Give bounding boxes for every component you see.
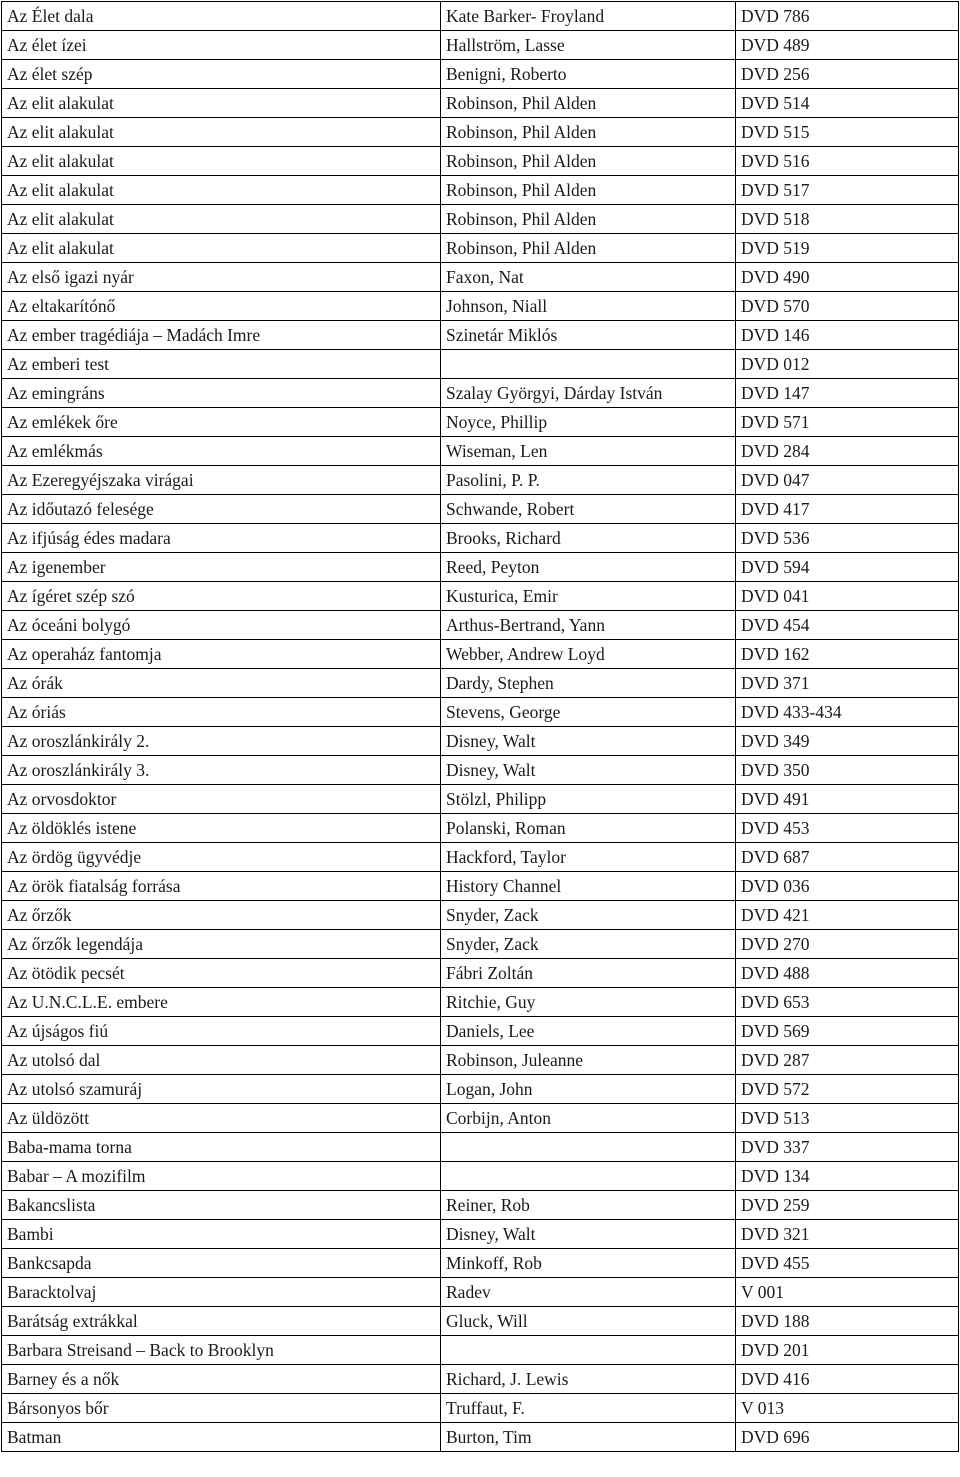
table-row [2, 89, 959, 118]
director-cell: Brooks, Richard [441, 524, 736, 553]
dvd-code-cell: DVD 337 [736, 1133, 959, 1162]
film-title-cell: Az élet ízei [2, 31, 441, 60]
film-title-cell: Az ifjúság édes madara [2, 524, 441, 553]
film-title-cell: Bársonyos bőr [2, 1394, 441, 1423]
table-row [2, 1423, 959, 1452]
dvd-code-cell: DVD 201 [736, 1336, 959, 1365]
dvd-code-cell: DVD 653 [736, 988, 959, 1017]
dvd-code-cell: DVD 371 [736, 669, 959, 698]
dvd-code-cell: DVD 786 [736, 2, 959, 31]
dvd-code-cell: DVD 012 [736, 350, 959, 379]
director-cell: Radev [441, 1278, 736, 1307]
director-cell: Snyder, Zack [441, 930, 736, 959]
director-cell: Benigni, Roberto [441, 60, 736, 89]
table-row [2, 930, 959, 959]
dvd-code-cell: DVD 569 [736, 1017, 959, 1046]
director-cell [441, 350, 736, 379]
table-row [2, 756, 959, 785]
film-title-cell: Az ördög ügyvédje [2, 843, 441, 872]
dvd-code-cell: DVD 147 [736, 379, 959, 408]
table-row [2, 640, 959, 669]
table-row [2, 234, 959, 263]
director-cell: Robinson, Juleanne [441, 1046, 736, 1075]
film-title-cell: Batman [2, 1423, 441, 1452]
film-title-cell: Az utolsó dal [2, 1046, 441, 1075]
table-row [2, 698, 959, 727]
table-row [2, 1046, 959, 1075]
film-title-cell: Babar – A mozifilm [2, 1162, 441, 1191]
dvd-code-cell: DVD 455 [736, 1249, 959, 1278]
film-title-cell: Az igenember [2, 553, 441, 582]
director-cell: Wiseman, Len [441, 437, 736, 466]
director-cell: Gluck, Will [441, 1307, 736, 1336]
dvd-code-cell: DVD 594 [736, 553, 959, 582]
dvd-code-cell: DVD 259 [736, 1191, 959, 1220]
table-row [2, 118, 959, 147]
table-row [2, 843, 959, 872]
dvd-code-cell: V 001 [736, 1278, 959, 1307]
film-title-cell: Az emlékmás [2, 437, 441, 466]
director-cell: Johnson, Niall [441, 292, 736, 321]
table-row [2, 959, 959, 988]
film-title-cell: Az operaház fantomja [2, 640, 441, 669]
table-row [2, 350, 959, 379]
dvd-code-cell: DVD 162 [736, 640, 959, 669]
film-title-cell: Az őrzők legendája [2, 930, 441, 959]
film-title-cell: Bakancslista [2, 1191, 441, 1220]
director-cell: Truffaut, F. [441, 1394, 736, 1423]
director-cell: Hallström, Lasse [441, 31, 736, 60]
film-title-cell: Az óriás [2, 698, 441, 727]
film-title-cell: Az Ezeregyéjszaka virágai [2, 466, 441, 495]
director-cell: Robinson, Phil Alden [441, 234, 736, 263]
dvd-catalog-table [1, 1, 959, 1452]
dvd-code-cell: DVD 270 [736, 930, 959, 959]
director-cell: Robinson, Phil Alden [441, 176, 736, 205]
dvd-code-cell: DVD 571 [736, 408, 959, 437]
table-row [2, 901, 959, 930]
table-row [2, 495, 959, 524]
table-row [2, 2, 959, 31]
director-cell: Szalay Györgyi, Dárday István [441, 379, 736, 408]
director-cell [441, 1336, 736, 1365]
dvd-code-cell: DVD 349 [736, 727, 959, 756]
table-row [2, 1162, 959, 1191]
dvd-code-cell: DVD 490 [736, 263, 959, 292]
dvd-code-cell: DVD 519 [736, 234, 959, 263]
film-title-cell: Bankcsapda [2, 1249, 441, 1278]
table-row [2, 988, 959, 1017]
dvd-code-cell: DVD 146 [736, 321, 959, 350]
dvd-code-cell: DVD 417 [736, 495, 959, 524]
director-cell: Disney, Walt [441, 727, 736, 756]
table-row [2, 408, 959, 437]
film-title-cell: Az elit alakulat [2, 234, 441, 263]
director-cell: Robinson, Phil Alden [441, 89, 736, 118]
table-row [2, 1249, 959, 1278]
director-cell: Logan, John [441, 1075, 736, 1104]
film-title-cell: Az ígéret szép szó [2, 582, 441, 611]
dvd-code-cell: DVD 350 [736, 756, 959, 785]
catalog-body [2, 2, 959, 1452]
director-cell: Arthus-Bertrand, Yann [441, 611, 736, 640]
director-cell: Richard, J. Lewis [441, 1365, 736, 1394]
table-row [2, 1278, 959, 1307]
film-title-cell: Az oroszlánkirály 2. [2, 727, 441, 756]
dvd-code-cell: DVD 572 [736, 1075, 959, 1104]
film-title-cell: Az ötödik pecsét [2, 959, 441, 988]
film-title-cell: Az elit alakulat [2, 176, 441, 205]
film-title-cell: Az órák [2, 669, 441, 698]
dvd-code-cell: DVD 696 [736, 1423, 959, 1452]
film-title-cell: Az élet szép [2, 60, 441, 89]
director-cell: Schwande, Robert [441, 495, 736, 524]
director-cell: Daniels, Lee [441, 1017, 736, 1046]
dvd-code-cell: DVD 188 [736, 1307, 959, 1336]
table-row [2, 263, 959, 292]
dvd-code-cell: DVD 453 [736, 814, 959, 843]
director-cell: Reed, Peyton [441, 553, 736, 582]
table-row [2, 1075, 959, 1104]
film-title-cell: Az orvosdoktor [2, 785, 441, 814]
film-title-cell: Barbara Streisand – Back to Brooklyn [2, 1336, 441, 1365]
film-title-cell: Az öldöklés istene [2, 814, 441, 843]
film-title-cell: Az elit alakulat [2, 205, 441, 234]
film-title-cell: Az óceáni bolygó [2, 611, 441, 640]
film-title-cell: Az oroszlánkirály 3. [2, 756, 441, 785]
dvd-code-cell: DVD 047 [736, 466, 959, 495]
dvd-code-cell: DVD 488 [736, 959, 959, 988]
director-cell: Ritchie, Guy [441, 988, 736, 1017]
table-row [2, 1104, 959, 1133]
table-row [2, 466, 959, 495]
film-title-cell: Bambi [2, 1220, 441, 1249]
director-cell: Robinson, Phil Alden [441, 147, 736, 176]
film-title-cell: Az időutazó felesége [2, 495, 441, 524]
film-title-cell: Az üldözött [2, 1104, 441, 1133]
table-row [2, 31, 959, 60]
table-row [2, 1017, 959, 1046]
dvd-code-cell: DVD 041 [736, 582, 959, 611]
dvd-code-cell: DVD 036 [736, 872, 959, 901]
director-cell: Fábri Zoltán [441, 959, 736, 988]
dvd-code-cell: DVD 287 [736, 1046, 959, 1075]
dvd-code-cell: DVD 518 [736, 205, 959, 234]
table-row [2, 727, 959, 756]
director-cell: Faxon, Nat [441, 263, 736, 292]
director-cell: Dardy, Stephen [441, 669, 736, 698]
table-row [2, 582, 959, 611]
director-cell: Szinetár Miklós [441, 321, 736, 350]
director-cell [441, 1133, 736, 1162]
table-row [2, 321, 959, 350]
table-row [2, 1133, 959, 1162]
film-title-cell: Az U.N.C.L.E. embere [2, 988, 441, 1017]
table-row [2, 379, 959, 408]
table-row [2, 1336, 959, 1365]
table-row [2, 1394, 959, 1423]
dvd-code-cell: DVD 321 [736, 1220, 959, 1249]
director-cell: Robinson, Phil Alden [441, 205, 736, 234]
table-row [2, 147, 959, 176]
table-row [2, 872, 959, 901]
film-title-cell: Barátság extrákkal [2, 1307, 441, 1336]
director-cell: Disney, Walt [441, 1220, 736, 1249]
table-row [2, 292, 959, 321]
dvd-code-cell: DVD 516 [736, 147, 959, 176]
dvd-code-cell: DVD 416 [736, 1365, 959, 1394]
table-row [2, 553, 959, 582]
director-cell: Kusturica, Emir [441, 582, 736, 611]
dvd-code-cell: DVD 513 [736, 1104, 959, 1133]
table-row [2, 669, 959, 698]
dvd-code-cell: DVD 491 [736, 785, 959, 814]
director-cell: Corbijn, Anton [441, 1104, 736, 1133]
director-cell: Noyce, Phillip [441, 408, 736, 437]
film-title-cell: Az Élet dala [2, 2, 441, 31]
table-row [2, 1307, 959, 1336]
film-title-cell: Az ember tragédiája – Madách Imre [2, 321, 441, 350]
dvd-code-cell: DVD 515 [736, 118, 959, 147]
dvd-code-cell: DVD 421 [736, 901, 959, 930]
table-row [2, 176, 959, 205]
film-title-cell: Az emingráns [2, 379, 441, 408]
director-cell: Burton, Tim [441, 1423, 736, 1452]
director-cell: Kate Barker- Froyland [441, 2, 736, 31]
director-cell: Disney, Walt [441, 756, 736, 785]
director-cell: Reiner, Rob [441, 1191, 736, 1220]
dvd-code-cell: V 013 [736, 1394, 959, 1423]
table-row [2, 1220, 959, 1249]
film-title-cell: Az eltakarítónő [2, 292, 441, 321]
film-title-cell: Az őrzők [2, 901, 441, 930]
film-title-cell: Barney és a nők [2, 1365, 441, 1394]
table-row [2, 785, 959, 814]
film-title-cell: Az örök fiatalság forrása [2, 872, 441, 901]
director-cell: Pasolini, P. P. [441, 466, 736, 495]
film-title-cell: Az első igazi nyár [2, 263, 441, 292]
table-row [2, 437, 959, 466]
dvd-code-cell: DVD 489 [736, 31, 959, 60]
dvd-code-cell: DVD 256 [736, 60, 959, 89]
film-title-cell: Az elit alakulat [2, 89, 441, 118]
table-row [2, 524, 959, 553]
dvd-code-cell: DVD 687 [736, 843, 959, 872]
director-cell: Robinson, Phil Alden [441, 118, 736, 147]
director-cell: Snyder, Zack [441, 901, 736, 930]
film-title-cell: Baracktolvaj [2, 1278, 441, 1307]
director-cell: History Channel [441, 872, 736, 901]
film-title-cell: Az emlékek őre [2, 408, 441, 437]
film-title-cell: Az emberi test [2, 350, 441, 379]
director-cell: Webber, Andrew Loyd [441, 640, 736, 669]
dvd-code-cell: DVD 134 [736, 1162, 959, 1191]
dvd-code-cell: DVD 536 [736, 524, 959, 553]
film-title-cell: Az elit alakulat [2, 147, 441, 176]
dvd-code-cell: DVD 514 [736, 89, 959, 118]
film-title-cell: Baba-mama torna [2, 1133, 441, 1162]
table-row [2, 60, 959, 89]
film-title-cell: Az utolsó szamuráj [2, 1075, 441, 1104]
director-cell: Stevens, George [441, 698, 736, 727]
dvd-code-cell: DVD 570 [736, 292, 959, 321]
table-row [2, 205, 959, 234]
director-cell: Hackford, Taylor [441, 843, 736, 872]
director-cell [441, 1162, 736, 1191]
table-row [2, 1365, 959, 1394]
dvd-code-cell: DVD 284 [736, 437, 959, 466]
director-cell: Stölzl, Philipp [441, 785, 736, 814]
film-title-cell: Az újságos fiú [2, 1017, 441, 1046]
table-row [2, 814, 959, 843]
film-title-cell: Az elit alakulat [2, 118, 441, 147]
table-row [2, 611, 959, 640]
director-cell: Minkoff, Rob [441, 1249, 736, 1278]
director-cell: Polanski, Roman [441, 814, 736, 843]
dvd-code-cell: DVD 433-434 [736, 698, 959, 727]
table-row [2, 1191, 959, 1220]
dvd-code-cell: DVD 454 [736, 611, 959, 640]
dvd-code-cell: DVD 517 [736, 176, 959, 205]
